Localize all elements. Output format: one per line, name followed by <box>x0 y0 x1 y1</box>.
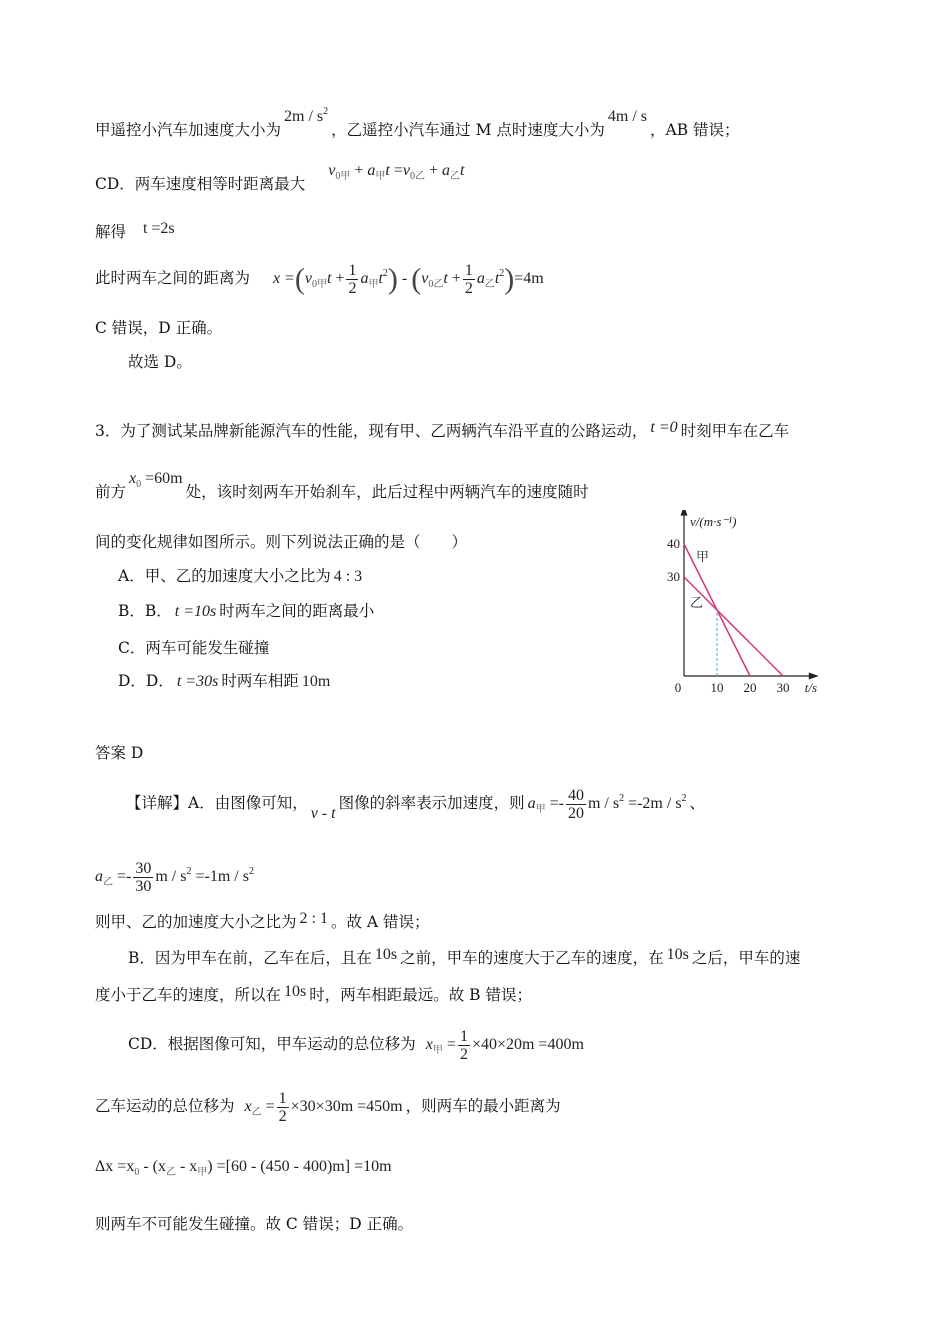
line-distance <box>95 262 547 297</box>
option-c: C．两车可能发生碰撞 <box>118 639 270 657</box>
ratio-line: 则甲、乙的加速度大小之比为 2 : 1 。故 A 错误； <box>95 910 430 931</box>
q3-line3: 间的变化规律如图所示。则下列说法正确的是（ ） <box>95 533 468 551</box>
math-delta-x: $\Delta x =x_0 - (x_乙 - x_甲) =[60 - (450 - 400)m] =10m$ <box>95 1158 392 1178</box>
q3-line1 <box>95 421 789 442</box>
detail-a-yi <box>95 860 257 895</box>
x-tick-label-30: 30 <box>776 680 790 695</box>
x-tick-label-10: 10 <box>710 680 724 695</box>
y-axis-label: v/(m·s⁻¹) <box>690 514 737 529</box>
series-line-1 <box>684 577 783 676</box>
math-4m-s: 4m / s <box>607 108 647 125</box>
math-ratio-21: 2 : 1 <box>299 910 328 927</box>
detail-b2: 度小于乙车的速度，所以在 10s 时，两车相距最远。故 B 错误； <box>95 983 532 1004</box>
option-b: B．B． t =10s 时两车之间的距离最小 <box>118 602 375 620</box>
text: 前方 <box>95 483 127 501</box>
x-tick-label-20: 20 <box>743 680 757 695</box>
y-tick-label-40: 40 <box>667 536 680 551</box>
origin-label: 0 <box>674 680 682 695</box>
series-label-0: 甲 <box>696 549 710 564</box>
text: 3．为了测试某品牌新能源汽车的性能，现有甲、乙两辆汽车沿平直的公路运动， <box>95 422 648 440</box>
detail-yi: 乙车运动的总位移为 $x_乙$ = $\frac{1}{2}$ ×30×30m =450m ，则两车的最小距离为 <box>95 1090 561 1125</box>
text: 甲遥控小汽车加速度大小为 <box>95 121 282 139</box>
detail-a: 【详解】A．由图像可知，v - t图像的斜率表示加速度，则 $a_甲$ =- $\frac{40}{20}$ $m / s^2 =-2m / s^2$ 、 <box>126 787 706 823</box>
math-x0: $x_0 =60m$ <box>129 470 183 490</box>
y-axis-arrow <box>681 510 688 516</box>
math-10s: 10s <box>666 946 689 963</box>
line-conclusion: C 错误，D 正确。 <box>95 319 223 337</box>
math-equal-speed: $v_{0甲} + a_甲t =v_{0乙} + a_乙t$ <box>328 162 465 182</box>
math-t10: t =10s <box>174 603 217 620</box>
math-10m: 10m <box>301 673 331 690</box>
math-x-jia: $x_甲$ = $\frac{1}{2}$ ×40×20m =400m <box>425 1028 584 1063</box>
final-line: 则两车不可能发生碰撞。故 C 错误；D 正确。 <box>95 1215 414 1233</box>
text: 此时两车之间的距离为 <box>95 269 251 288</box>
option-d: D．D． t =30s 时两车相距 10m <box>118 672 331 690</box>
line-acceleration <box>95 106 740 141</box>
vt-graph <box>660 510 840 700</box>
math-t0: t =0 <box>650 419 678 436</box>
math-distance-formula: $x =(v_{0甲}t$ + $\frac{1}{2}$ $a_甲t^2) - (v_{0乙}t$ + $\frac{1}{2}$ $a_乙t^2)=4m$ <box>272 262 544 297</box>
math-a-yi: $a_乙$ =- $\frac{30}{30}$ $m / s^2 =-1m / s^2$ <box>95 860 254 895</box>
answer: 答案 D <box>95 744 144 762</box>
text: ，乙遥控小汽车通过 M 点时速度大小为 <box>331 121 605 139</box>
math-x-yi: $x_乙$ = $\frac{1}{2}$ ×30×30m =450m <box>244 1090 403 1125</box>
text: CD．两车速度相等时距离最大 <box>95 175 306 193</box>
detail-cd: CD．根据图像可知，甲车运动的总位移为 $x_甲$ = $\frac{1}{2}$ ×40×20m =400m <box>128 1028 584 1063</box>
math-10s: 10s <box>374 946 398 963</box>
y-tick-label-30: 30 <box>667 569 680 584</box>
line-cd-condition <box>95 162 467 201</box>
math-ratio: 4 : 3 <box>333 568 363 585</box>
x-axis-arrow <box>809 673 819 680</box>
math-t30: t =30s <box>176 673 219 690</box>
math-10s: 10s <box>284 983 307 1000</box>
series-label-1: 乙 <box>690 595 704 610</box>
text: 时刻甲车在乙车 <box>680 422 790 440</box>
detail-b1: B．因为甲车在前，乙车在后，且在 10s 之前，甲车的速度大于乙车的速度，在 10s 之后，甲车的速 <box>128 946 801 967</box>
x-axis-label: t/s <box>804 680 818 695</box>
text: ，AB 错误； <box>650 121 740 139</box>
math-2m-s2: $2m / s^2$ <box>284 106 329 125</box>
math-a-jia: $a_甲$ =- $\frac{40}{20}$ $m / s^2 =-2m / s^2$ <box>527 787 687 822</box>
text: 解得 <box>95 223 127 241</box>
text: 处，该时刻两车开始刹车，此后过程中两辆汽车的速度随时 <box>185 483 589 501</box>
line-solve <box>95 222 178 243</box>
delta-x-line <box>95 1156 395 1183</box>
math-t-2s: t =2s <box>142 220 175 237</box>
line-choice: 故选 D。 <box>128 353 192 371</box>
math-vt: v - t <box>310 805 336 823</box>
option-a: A．甲、乙的加速度大小之比为 4 : 3 <box>118 567 363 585</box>
q3-line2 <box>95 470 589 509</box>
